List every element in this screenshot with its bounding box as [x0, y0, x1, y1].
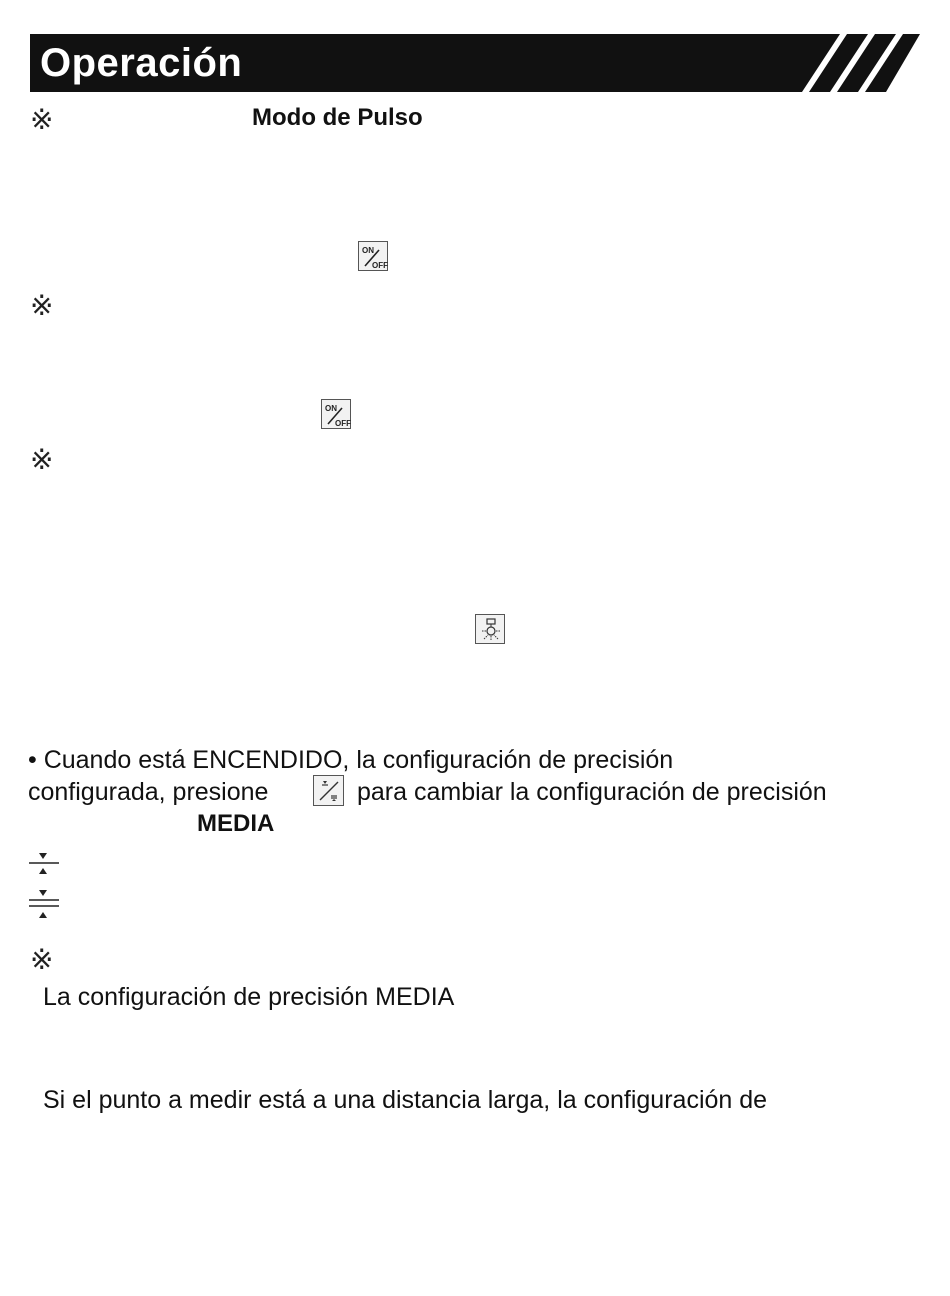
paragraph-line-2a: configurada, presione	[28, 778, 269, 806]
note-line-2: Si el punto a medir está a una distancia larga, la configuración de	[43, 1086, 768, 1114]
header-bar	[30, 34, 920, 92]
on-off-icon	[358, 241, 388, 271]
medium-label: MEDIA	[197, 810, 275, 837]
off-text: OFF	[335, 419, 351, 428]
reference-mark: ※	[30, 944, 54, 975]
reference-mark: ※	[30, 104, 54, 135]
on-text: ON	[325, 404, 337, 413]
precision-narrow-icon	[28, 851, 60, 882]
precision-wide-icon	[28, 888, 60, 925]
reference-mark: ※	[30, 290, 54, 321]
note-line-1: La configuración de precisión MEDIA	[43, 983, 455, 1011]
laser-target-icon	[475, 614, 505, 644]
paragraph-line-1: • Cuando está ENCENDIDO, la configuración de precisión	[28, 746, 674, 774]
pulse-mode-heading: Modo de Pulso	[252, 104, 423, 131]
reference-mark: ※	[30, 444, 54, 475]
page-title: Operación	[40, 41, 243, 85]
on-text: ON	[362, 246, 374, 255]
precision-toggle-icon	[313, 775, 344, 806]
off-text: OFF	[372, 261, 388, 270]
on-off-icon	[321, 399, 351, 429]
paragraph-line-2b: para cambiar la configuración de precisión	[357, 778, 827, 806]
